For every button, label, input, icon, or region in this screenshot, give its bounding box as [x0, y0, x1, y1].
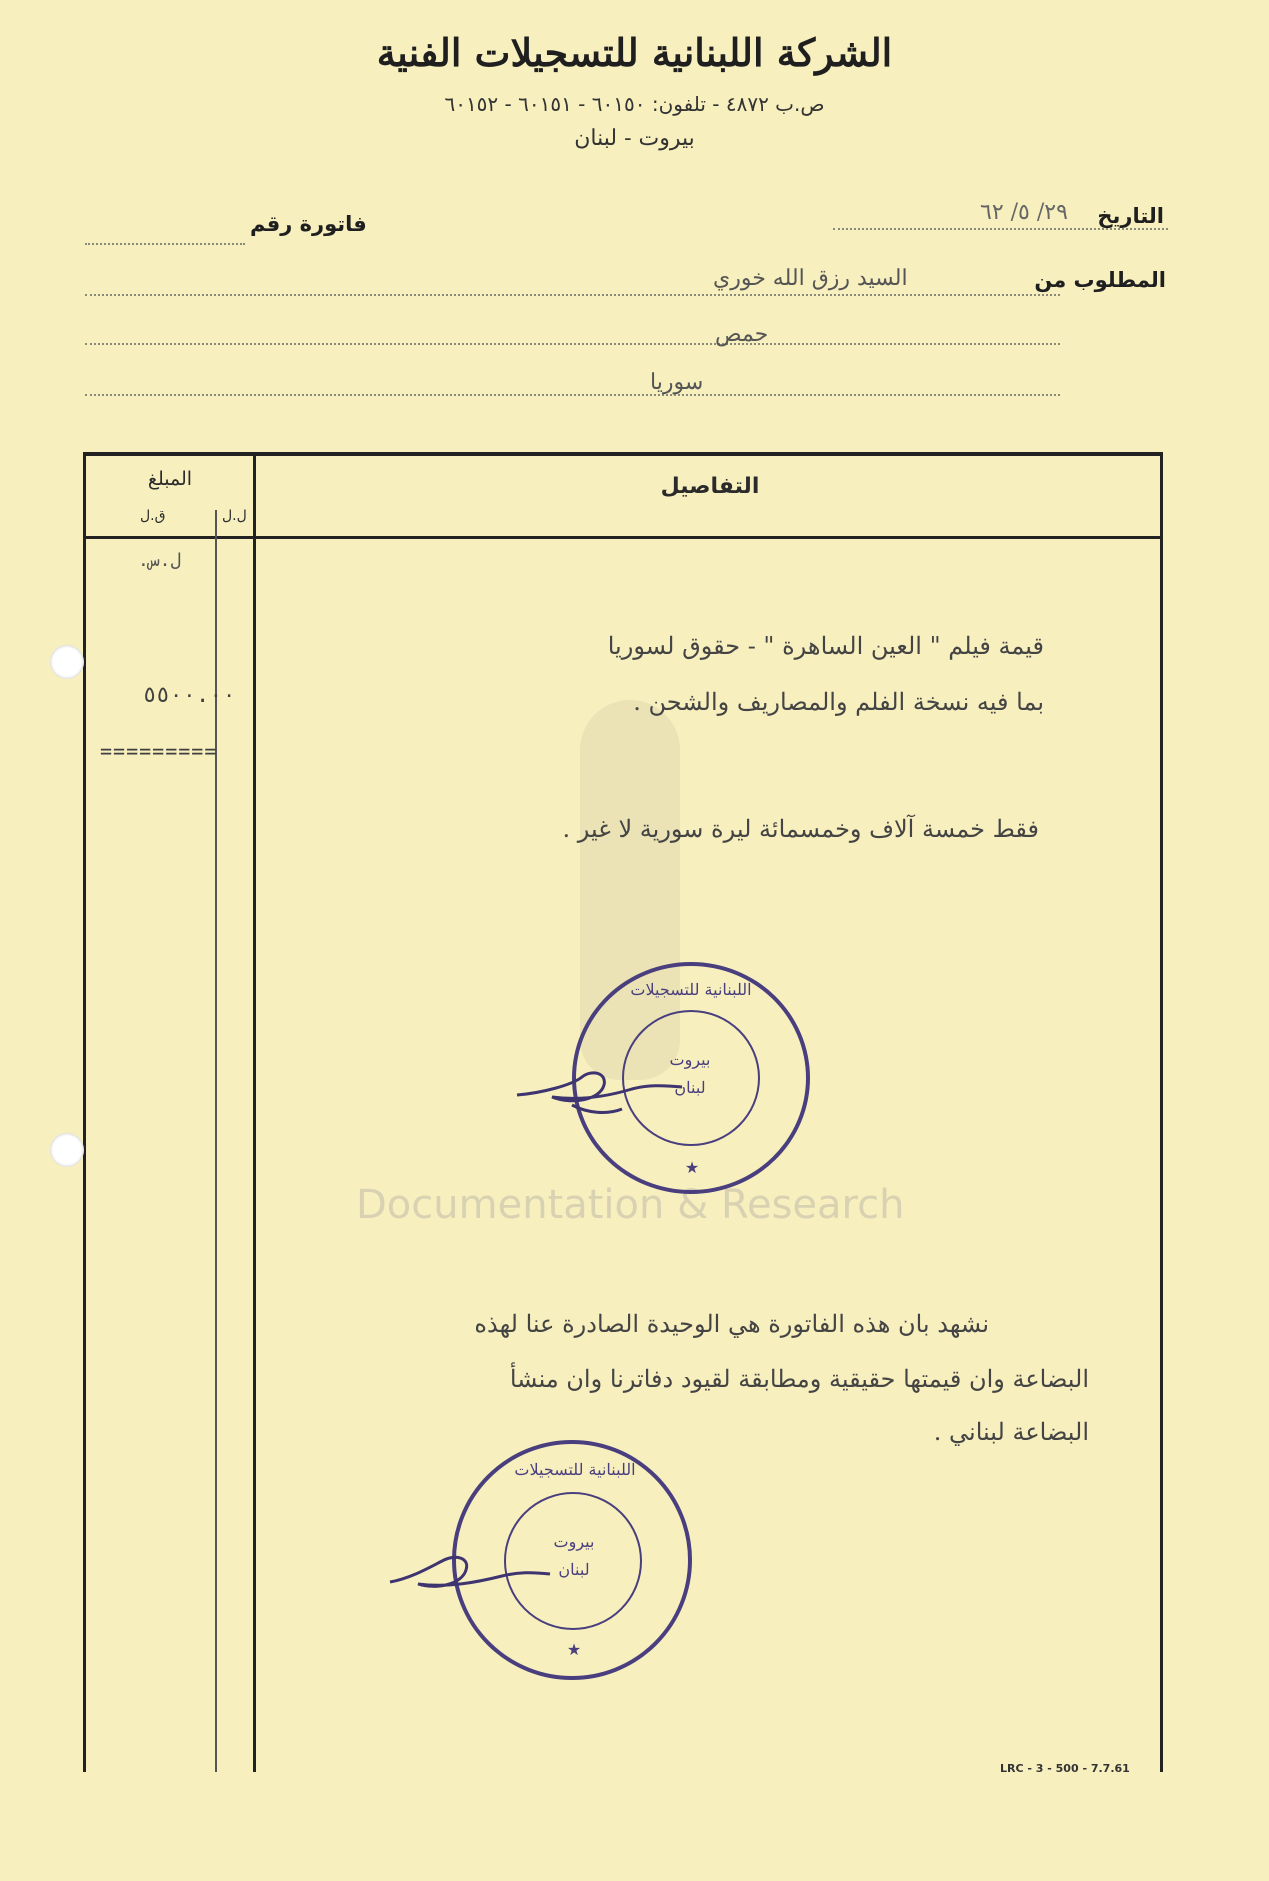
amount-double-rule: =========: [100, 739, 218, 763]
date-value: ٢٩/ ٥/ ٦٢: [980, 200, 1068, 225]
signature-1: [512, 1055, 692, 1135]
recipient-label: المطلوب من: [1034, 268, 1166, 292]
watermark-text: Documentation & Research: [356, 1182, 905, 1228]
amount-value: ٥٥٠٠.٠٠: [143, 683, 236, 708]
details-header: التفاصيل: [660, 474, 760, 499]
amount-in-words: فقط خمسة آلاف وخمسمائة ليرة سورية لا غير .: [562, 815, 1039, 843]
invoice-number-dotline: [85, 243, 245, 245]
certification-line-1: نشهد بان هذه الفاتورة هي الوحيدة الصادرة عنا لهذه: [474, 1310, 989, 1338]
stamp-center-text-2: لبنان: [674, 1078, 706, 1097]
table-header-rule: [83, 536, 1163, 539]
company-city: بيروت - لبنان: [574, 126, 695, 151]
signature-2: [382, 1538, 562, 1618]
company-name: الشركة اللبنانية للتسجيلات الفنية: [376, 30, 893, 75]
address-dotline-1: [85, 343, 1060, 345]
recipient-name: السيد رزق الله خوري: [713, 266, 908, 291]
stamp-center-text-1: بيروت: [553, 1532, 595, 1551]
certification-line-2: البضاعة وان قيمتها حقيقية ومطابقة لقيود دفاترنا وان منشأ: [509, 1365, 1089, 1393]
amount-currency: ل.س.: [138, 550, 182, 571]
description-line-1: قيمة فيلم " العين الساهرة " - حقوق لسوريا: [607, 632, 1044, 660]
stamp-center-text-1: بيروت: [669, 1050, 711, 1069]
date-dotline: [833, 228, 1168, 230]
address-line-1: حمص: [715, 322, 769, 347]
certification-line-3: البضاعة لبناني .: [933, 1418, 1089, 1446]
company-contact: ص.ب ٤٨٧٢ - تلفون: ٦٠١٥٠ - ٦٠١٥١ - ٦٠١٥٢: [444, 92, 825, 116]
stamp-ring-text: اللبنانية للتسجيلات: [514, 1460, 636, 1479]
print-code: LRC - 3 - 500 - 7.7.61: [1000, 1762, 1130, 1775]
address-line-2: سوريا: [650, 370, 704, 395]
recipient-dotline: [85, 294, 1060, 296]
description-line-2: بما فيه نسخة الفلم والمصاريف والشحن .: [633, 688, 1044, 716]
invoice-number-label: فاتورة رقم: [250, 212, 367, 236]
lira-header: ل.ل: [222, 508, 247, 524]
piaster-header: ق.ل: [140, 508, 166, 524]
star-icon: ★: [566, 1640, 582, 1659]
punch-hole-bottom: [50, 1133, 84, 1167]
star-icon: ★: [684, 1158, 700, 1177]
stamp-ring-text: اللبنانية للتسجيلات: [630, 980, 752, 999]
stamp-center-text-2: لبنان: [558, 1560, 590, 1579]
amount-header: المبلغ: [147, 468, 193, 490]
address-dotline-2: [85, 394, 1060, 396]
date-label: التاريخ: [1097, 204, 1164, 228]
punch-hole-top: [50, 645, 84, 679]
